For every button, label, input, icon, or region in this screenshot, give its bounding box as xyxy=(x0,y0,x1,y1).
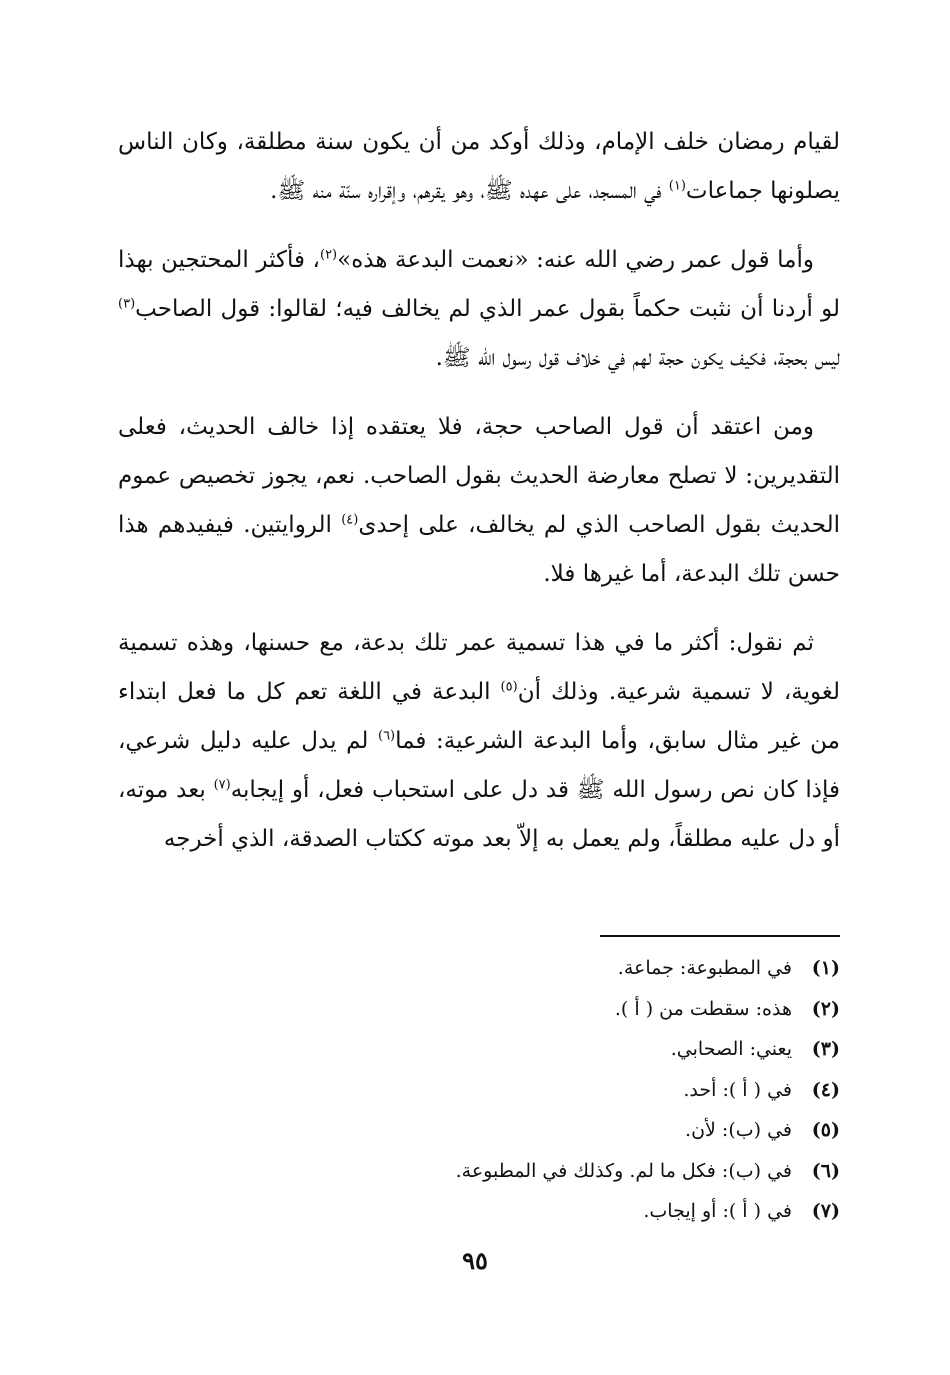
text-run: لقيام رمضان خلف الإمام، وذلك أوكد من أن يكون سنة مطلقة، وكان الناس يصلونها جماعات xyxy=(118,129,840,204)
footnote-text: في (ب): لأن. xyxy=(685,1119,792,1141)
page-number: ٩٥ xyxy=(462,1246,488,1275)
text-run: ومن اعتقد أن قول الصاحب حجة، فلا يعتقده إذا خالف الحديث، فعلى التقديرين: لا تصلح معارضة الحديث بقول الصاحب. نعم، يجوز تخصيص عموم الحديث بقول الصاحب الذي لم يخالف، على إحدى xyxy=(118,414,840,538)
text-run: ، فأكثر المحتجين بهذا لو أردنا أن نثبت حكماً بقول عمر الذي لم يخالف فيه؛ لقالوا: قول الصاحب xyxy=(118,247,840,322)
footnote-divider xyxy=(600,935,840,937)
footnote-text: في ( أ ): أحد. xyxy=(683,1078,792,1101)
footnote-number: (٣) xyxy=(811,1038,840,1060)
text-run: بعد موته، أو دل عليه مطلقاً، ولم يعمل به إلاّ بعد موته ككتاب الصدقة، الذي أخرجه xyxy=(118,777,840,852)
paragraph-3 xyxy=(118,403,840,599)
footnote-number: (١) xyxy=(811,957,840,979)
paragraph-1 xyxy=(118,118,840,216)
footnote-text: يعني: الصحابي. xyxy=(670,1038,792,1060)
main-text xyxy=(118,118,840,884)
text-run: وأما قول عمر رضي الله عنه: «نعمت البدعة هذه» xyxy=(337,247,814,273)
footnote-ref: (١) xyxy=(668,178,686,194)
footnote-item xyxy=(380,1191,840,1232)
footnote-ref: (٣) xyxy=(118,296,136,312)
footnote-item xyxy=(380,1151,840,1192)
text-run: في المسجد، على عهده ﷺ، وهو يقرهم، وإقراره سنّة منه ﷺ. xyxy=(270,178,669,204)
footnote-item xyxy=(380,1029,840,1070)
text-run: ليس بحجة، فكيف يكون حجة لهم في خلاف قول رسول الله ﷺ. xyxy=(435,345,840,371)
footnote-ref: (٥) xyxy=(500,679,518,695)
text-run: البدعة في اللغة تعم كل ما فعل ابتداء من غير مثال سابق، وأما البدعة الشرعية: فما xyxy=(118,679,840,754)
footnote-ref: (٤) xyxy=(341,512,359,528)
footnote-number: (٦) xyxy=(811,1159,840,1182)
text-run: ثم نقول: أكثر ما في هذا تسمية عمر تلك بدعة، مع حسنها، وهذه تسمية لغوية، لا تسمية شرعية. وذلك أن xyxy=(118,630,841,705)
footnote-number: (٥) xyxy=(811,1119,840,1141)
footnote-text: في المطبوعة: جماعة. xyxy=(617,957,792,979)
footnote-text: في (ب): فكل ما لم. وكذلك في المطبوعة. xyxy=(455,1159,792,1182)
footnote-item xyxy=(380,1110,840,1151)
footnote-text: في ( أ ): أو إيجاب. xyxy=(643,1200,792,1222)
footnote-item xyxy=(380,1070,840,1111)
footnote-number: (٧) xyxy=(811,1200,840,1222)
footnote-ref: (٧) xyxy=(213,777,231,793)
footnote-item xyxy=(380,989,840,1030)
footnote-text: هذه: سقطت من ( أ ). xyxy=(614,997,792,1020)
footnote-number: (٢) xyxy=(811,997,840,1020)
footnote-item xyxy=(380,948,840,989)
footnote-number: (٤) xyxy=(811,1078,840,1101)
paragraph-2 xyxy=(118,236,840,383)
text-run: لم يدل عليه دليل شرعي، فإذا كان نص رسول الله ﷺ قد دل على استحباب فعل، أو إيجابه xyxy=(118,728,840,803)
paragraph-4 xyxy=(118,619,840,864)
footnote-ref: (٦) xyxy=(377,728,396,744)
footnotes xyxy=(380,948,840,1232)
text-run: الروايتين. فيفيدهم هذا حسن تلك البدعة، أما غيرها فلا. xyxy=(118,512,840,587)
footnote-ref: (٢) xyxy=(319,247,338,263)
